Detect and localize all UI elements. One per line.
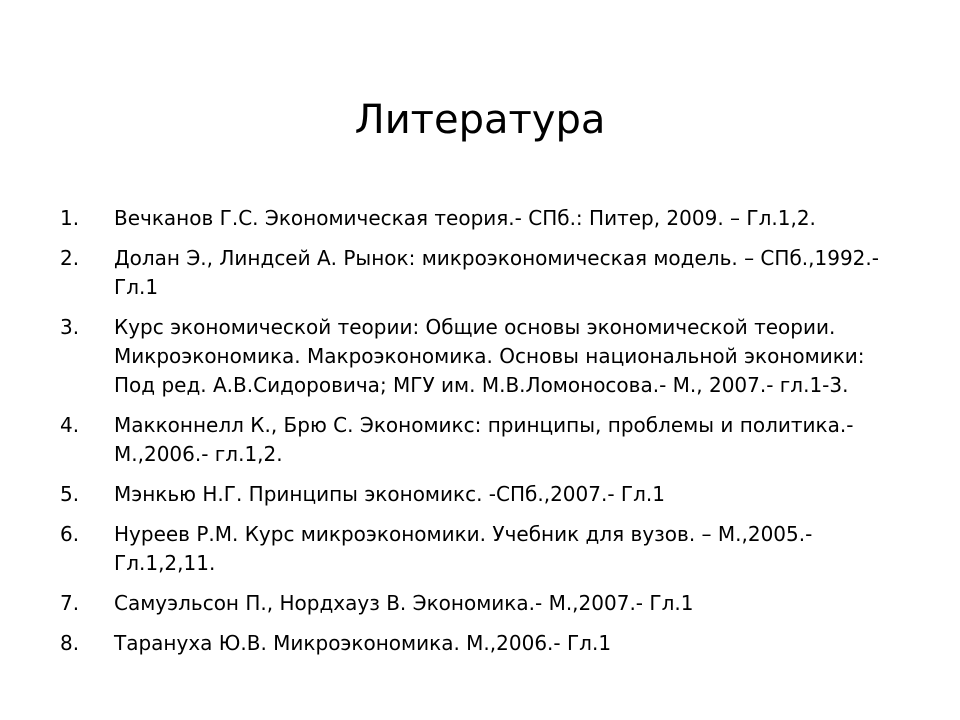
reference-text: Курс экономической теории: Общие основы экономической теории. Микроэкономика. Макроэкономика. Основы национальной экономики: Под ред. А.В.Сидоровича; МГУ им. М.В.Ломоносова.- М., 2007.- гл.1-3. (114, 315, 865, 397)
reference-item-8 (60, 629, 900, 658)
reference-item-2 (60, 244, 900, 302)
reference-number: 8. (60, 631, 80, 655)
reference-number: 5. (60, 482, 80, 506)
reference-number: 6. (60, 522, 80, 546)
reference-item-4 (60, 411, 900, 469)
reference-text: Вечканов Г.С. Экономическая теория.- СПб.: Питер, 2009. – Гл.1,2. (114, 206, 816, 230)
reference-text: Долан Э., Линдсей А. Рынок: микроэкономическая модель. – СПб.,1992.- Гл.1 (114, 246, 879, 299)
reference-item-3 (60, 313, 900, 400)
slide-title: Литература (354, 97, 606, 143)
reference-item-5 (60, 480, 900, 509)
reference-text: Самуэльсон П., Нордхауз В. Экономика.- М.,2007.- Гл.1 (114, 591, 694, 615)
reference-item-1 (60, 204, 900, 233)
reference-item-7 (60, 589, 900, 618)
reference-item-6 (60, 520, 900, 578)
reference-text: Мэнкью Н.Г. Принципы экономикс. -СПб.,2007.- Гл.1 (114, 482, 665, 506)
reference-number: 2. (60, 246, 80, 270)
reference-number: 4. (60, 413, 80, 437)
reference-number: 7. (60, 591, 80, 615)
reference-text: Нуреев Р.М. Курс микроэкономики. Учебник для вузов. – М.,2005.- Гл.1,2,11. (114, 522, 813, 575)
reference-number: 3. (60, 315, 80, 339)
reference-number: 1. (60, 206, 80, 230)
reference-list (60, 204, 900, 669)
reference-text: Макконнелл К., Брю С. Экономикс: принципы, проблемы и политика.- М.,2006.- гл.1,2. (114, 413, 854, 466)
reference-text: Тарануха Ю.В. Микроэкономика. М.,2006.- Гл.1 (114, 631, 612, 655)
